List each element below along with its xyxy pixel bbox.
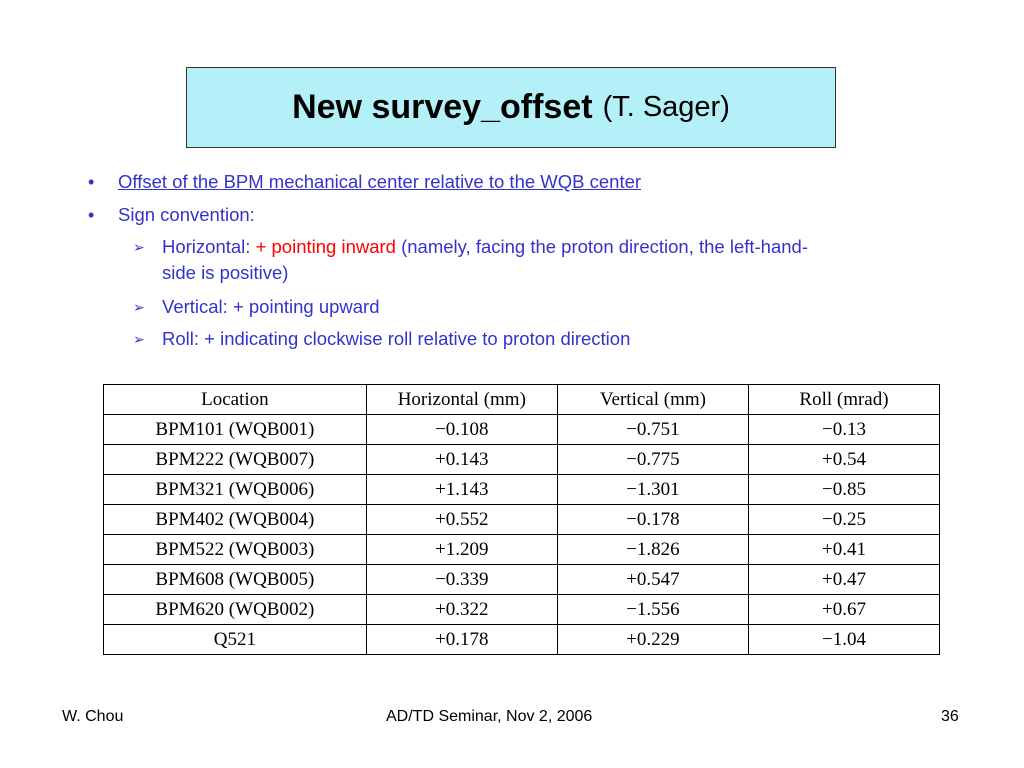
- table-cell: −0.178: [557, 505, 748, 535]
- table-cell: +0.143: [366, 445, 557, 475]
- table-cell: +0.229: [557, 625, 748, 655]
- table-cell: −0.775: [557, 445, 748, 475]
- footer-slide-number: 36: [941, 708, 959, 725]
- table-cell: −1.556: [557, 595, 748, 625]
- table-row: [104, 445, 940, 475]
- table-cell: BPM101 (WQB001): [104, 415, 367, 445]
- table-cell: +0.178: [366, 625, 557, 655]
- table-cell: +0.547: [557, 565, 748, 595]
- table-cell: +0.41: [748, 535, 939, 565]
- horizontal-highlight: + pointing inward: [255, 236, 396, 257]
- sub-bullet-horizontal-continued: side is positive): [162, 262, 289, 283]
- table-cell: +0.67: [748, 595, 939, 625]
- sub-bullet-horizontal: [162, 236, 808, 258]
- column-header: Location: [104, 385, 367, 415]
- bullet-sign-convention: Sign convention:: [118, 204, 255, 225]
- table-row: [104, 565, 940, 595]
- bullet-dot-icon: •: [88, 205, 95, 225]
- sub-bullet-roll: Roll: + indicating clockwise roll relative to proton direction: [162, 328, 631, 349]
- table-row: [104, 595, 940, 625]
- horizontal-prefix: Horizontal:: [162, 236, 256, 257]
- table-row: [104, 505, 940, 535]
- table-row: [104, 625, 940, 655]
- offset-table: [103, 384, 940, 655]
- arrow-bullet-icon: ➢: [133, 331, 145, 347]
- table-cell: BPM522 (WQB003): [104, 535, 367, 565]
- table-cell: +0.47: [748, 565, 939, 595]
- column-header: Roll (mrad): [748, 385, 939, 415]
- bullet-link-offset-definition[interactable]: Offset of the BPM mechanical center relative to the WQB center: [118, 171, 642, 192]
- sub-bullet-vertical: Vertical: + pointing upward: [162, 296, 380, 317]
- slide-title: New survey_offset: [292, 88, 593, 126]
- table-cell: −0.13: [748, 415, 939, 445]
- table-row: [104, 475, 940, 505]
- table-cell: Q521: [104, 625, 367, 655]
- table-cell: BPM402 (WQB004): [104, 505, 367, 535]
- footer-author: W. Chou: [62, 708, 124, 725]
- horizontal-detail: (namely, facing the proton direction, the left-hand-: [395, 236, 808, 257]
- column-header: Horizontal (mm): [366, 385, 557, 415]
- table-cell: +1.143: [366, 475, 557, 505]
- table-cell: −0.25: [748, 505, 939, 535]
- table-cell: −0.751: [557, 415, 748, 445]
- table-cell: BPM620 (WQB002): [104, 595, 367, 625]
- arrow-bullet-icon: ➢: [133, 239, 145, 255]
- table-header-row: [104, 385, 940, 415]
- table-cell: +1.209: [366, 535, 557, 565]
- table-cell: +0.322: [366, 595, 557, 625]
- table-cell: BPM608 (WQB005): [104, 565, 367, 595]
- table-cell: BPM321 (WQB006): [104, 475, 367, 505]
- bullet-dot-icon: •: [88, 172, 95, 192]
- table-cell: −1.826: [557, 535, 748, 565]
- table-cell: −0.108: [366, 415, 557, 445]
- table-row: [104, 415, 940, 445]
- table-cell: −0.85: [748, 475, 939, 505]
- table-cell: +0.54: [748, 445, 939, 475]
- table-cell: +0.552: [366, 505, 557, 535]
- table-cell: BPM222 (WQB007): [104, 445, 367, 475]
- arrow-bullet-icon: ➢: [133, 299, 145, 315]
- column-header: Vertical (mm): [557, 385, 748, 415]
- slide-title-author: (T. Sager): [602, 91, 730, 123]
- table-cell: −0.339: [366, 565, 557, 595]
- footer-event: AD/TD Seminar, Nov 2, 2006: [386, 708, 593, 725]
- table-cell: −1.04: [748, 625, 939, 655]
- table-row: [104, 535, 940, 565]
- table-cell: −1.301: [557, 475, 748, 505]
